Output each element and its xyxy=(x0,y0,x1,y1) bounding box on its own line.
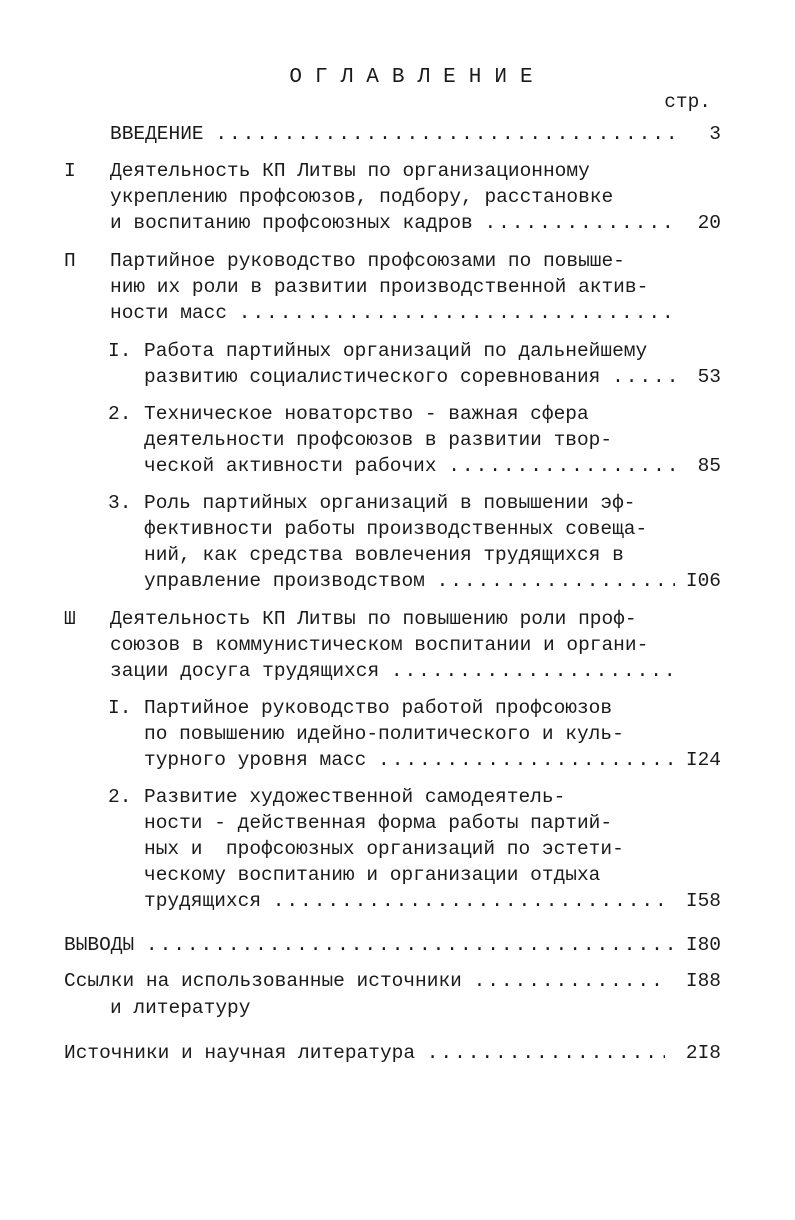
toc-entry-section-2-3 xyxy=(144,570,675,592)
toc-entry-sources xyxy=(64,1042,665,1064)
entry-title: ВЫВОДЫ xyxy=(64,934,135,956)
entry-line: нию их роли в развитии производственной актив- xyxy=(110,276,649,298)
page-number: I58 xyxy=(685,890,721,912)
page-number: 2I8 xyxy=(685,1042,721,1064)
toc-entry-section-2-1 xyxy=(144,366,675,388)
entry-line: трудящихся xyxy=(144,890,262,912)
entry-line: по повышению идейно-политического и куль- xyxy=(144,723,624,745)
chapter-number: П xyxy=(64,250,76,272)
toc-entry-chapter-3 xyxy=(110,660,675,682)
page-number: I80 xyxy=(685,934,721,956)
page-number: 3 xyxy=(709,123,721,145)
toc-entry-section-3-2 xyxy=(144,890,665,912)
section-number: 2. xyxy=(108,786,132,808)
toc-entry-chapter-1 xyxy=(110,212,675,234)
page-number: I06 xyxy=(685,570,721,592)
entry-line: ных и профсоюзных организаций по эстети- xyxy=(144,838,624,860)
entry-line: зации досуга трудящихся xyxy=(110,660,380,682)
toc-entry-section-3-1 xyxy=(144,749,675,771)
chapter-number: I xyxy=(64,160,76,182)
entry-line: ческой активности рабочих xyxy=(144,455,437,477)
toc-entry-chapter-2 xyxy=(110,302,675,324)
entry-line: Партийное руководство профсоюзами по повыше- xyxy=(110,250,625,272)
entry-line: Ссылки на использованные источники xyxy=(64,970,462,992)
page-number: I88 xyxy=(685,970,721,992)
entry-line: Работа партийных организаций по дальнейшему xyxy=(144,340,648,362)
entry-title: ВВЕДЕНИЕ xyxy=(110,123,204,145)
toc-entry-section-2-2 xyxy=(144,455,675,477)
toc-entry-conclusions xyxy=(64,934,675,956)
entry-title: Источники и научная литература xyxy=(64,1042,416,1064)
entry-line: Деятельность КП Литвы по повышению роли проф- xyxy=(110,608,637,630)
entry-line: ний, как средства вовлечения трудящихся в xyxy=(144,544,624,566)
entry-line: Деятельность КП Литвы по организационному xyxy=(110,160,590,182)
entry-line: деятельности профсоюзов в развитии твор- xyxy=(144,429,613,451)
entry-line: развитию социалистического соревнования xyxy=(144,366,601,388)
entry-line: фективности работы производственных совеща- xyxy=(144,518,648,540)
page-number: 85 xyxy=(697,455,721,477)
entry-line: Роль партийных организаций в повышении эф- xyxy=(144,492,636,514)
section-number: 3. xyxy=(108,492,132,514)
page-column-label: стр. xyxy=(664,91,711,113)
entry-line: и воспитанию профсоюзных кадров xyxy=(110,212,473,234)
section-number: I. xyxy=(108,340,132,362)
entry-line: управление производством xyxy=(144,570,425,592)
entry-line: союзов в коммунистическом воспитании и органи- xyxy=(110,634,649,656)
section-number: I. xyxy=(108,697,132,719)
section-number: 2. xyxy=(108,403,132,425)
chapter-number: Ш xyxy=(64,608,76,630)
entry-line: Партийное руководство работой профсоюзов xyxy=(144,697,613,719)
entry-line: Техническое новаторство - важная сфера xyxy=(144,403,589,425)
entry-line: укреплению профсоюзов, подбору, расстановке xyxy=(110,186,614,208)
entry-line: ности - действенная форма работы партий- xyxy=(144,812,613,834)
entry-line: Развитие художественной самодеятель- xyxy=(144,786,566,808)
entry-line: ческому воспитанию и организации отдыха xyxy=(144,864,601,886)
page-number: 53 xyxy=(697,366,721,388)
entry-line: ности масс xyxy=(110,302,228,324)
toc-entry-references xyxy=(64,970,665,992)
entry-line: и литературу xyxy=(110,997,251,1019)
page-number: I24 xyxy=(685,749,721,771)
page-title: ОГЛАВЛЕНИЕ xyxy=(289,66,546,89)
entry-line: турного уровня масс xyxy=(144,749,367,771)
toc-entry-intro xyxy=(110,123,675,145)
page-number: 20 xyxy=(697,212,721,234)
